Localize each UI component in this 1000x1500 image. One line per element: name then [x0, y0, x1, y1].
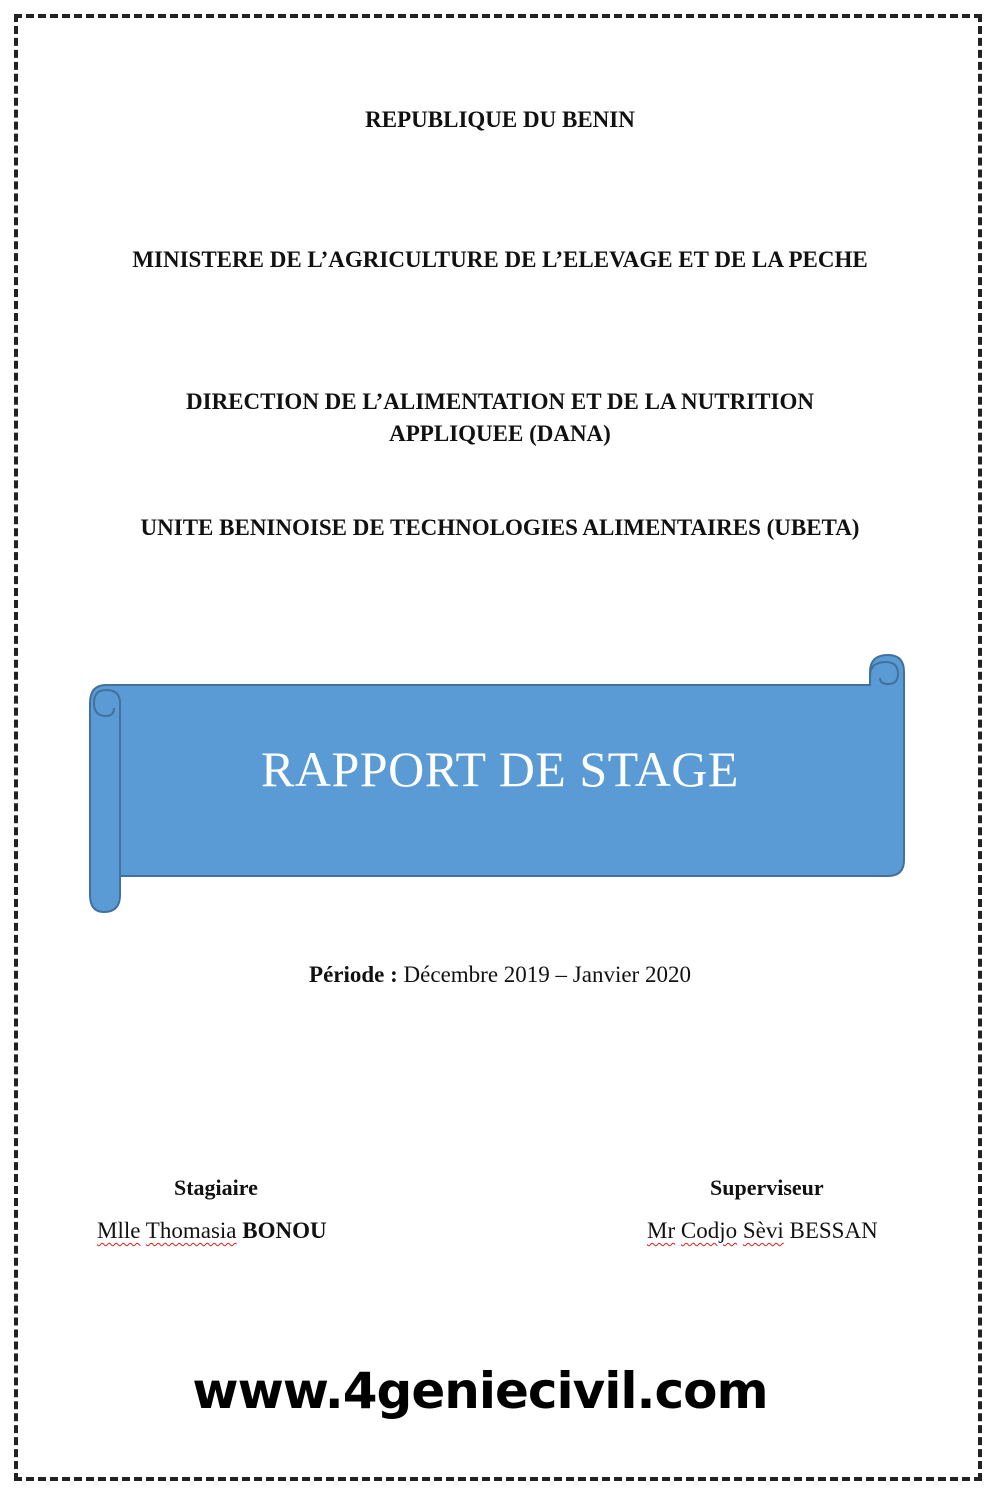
supervisor-role-label: Superviseur — [710, 1175, 824, 1200]
country-heading: REPUBLIQUE DU BENIN — [365, 107, 635, 132]
supervisor-first-name: Codjo — [680, 1218, 738, 1243]
intern-first-name: Thomasia — [145, 1218, 237, 1243]
intern-name — [97, 1218, 327, 1244]
ministry-heading: MINISTERE DE L’AGRICULTURE DE L’ELEVAGE ET DE LA PECHE — [132, 247, 868, 272]
supervisor-middle-name: Sèvi — [742, 1218, 784, 1243]
report-title: RAPPORT DE STAGE — [261, 741, 739, 797]
website-watermark: www.4geniecivil.com — [192, 1362, 768, 1420]
intern-title: Mlle — [97, 1218, 141, 1243]
direction-heading-line2: APPLIQUEE (DANA) — [389, 421, 611, 446]
supervisor-title: Mr — [647, 1218, 676, 1243]
supervisor-last-name: BESSAN — [789, 1218, 878, 1243]
intern-last-name: BONOU — [242, 1218, 327, 1243]
period-label: Période : — [309, 962, 398, 987]
period-value: Décembre 2019 – Janvier 2020 — [397, 962, 691, 987]
unit-heading: UNITE BENINOISE DE TECHNOLOGIES ALIMENTAIRES (UBETA) — [140, 515, 860, 540]
intern-role-label: Stagiaire — [174, 1175, 258, 1200]
period-line — [0, 962, 1000, 988]
direction-heading-line1: DIRECTION DE L’ALIMENTATION ET DE LA NUTRITION — [186, 389, 814, 414]
supervisor-name — [647, 1218, 878, 1244]
